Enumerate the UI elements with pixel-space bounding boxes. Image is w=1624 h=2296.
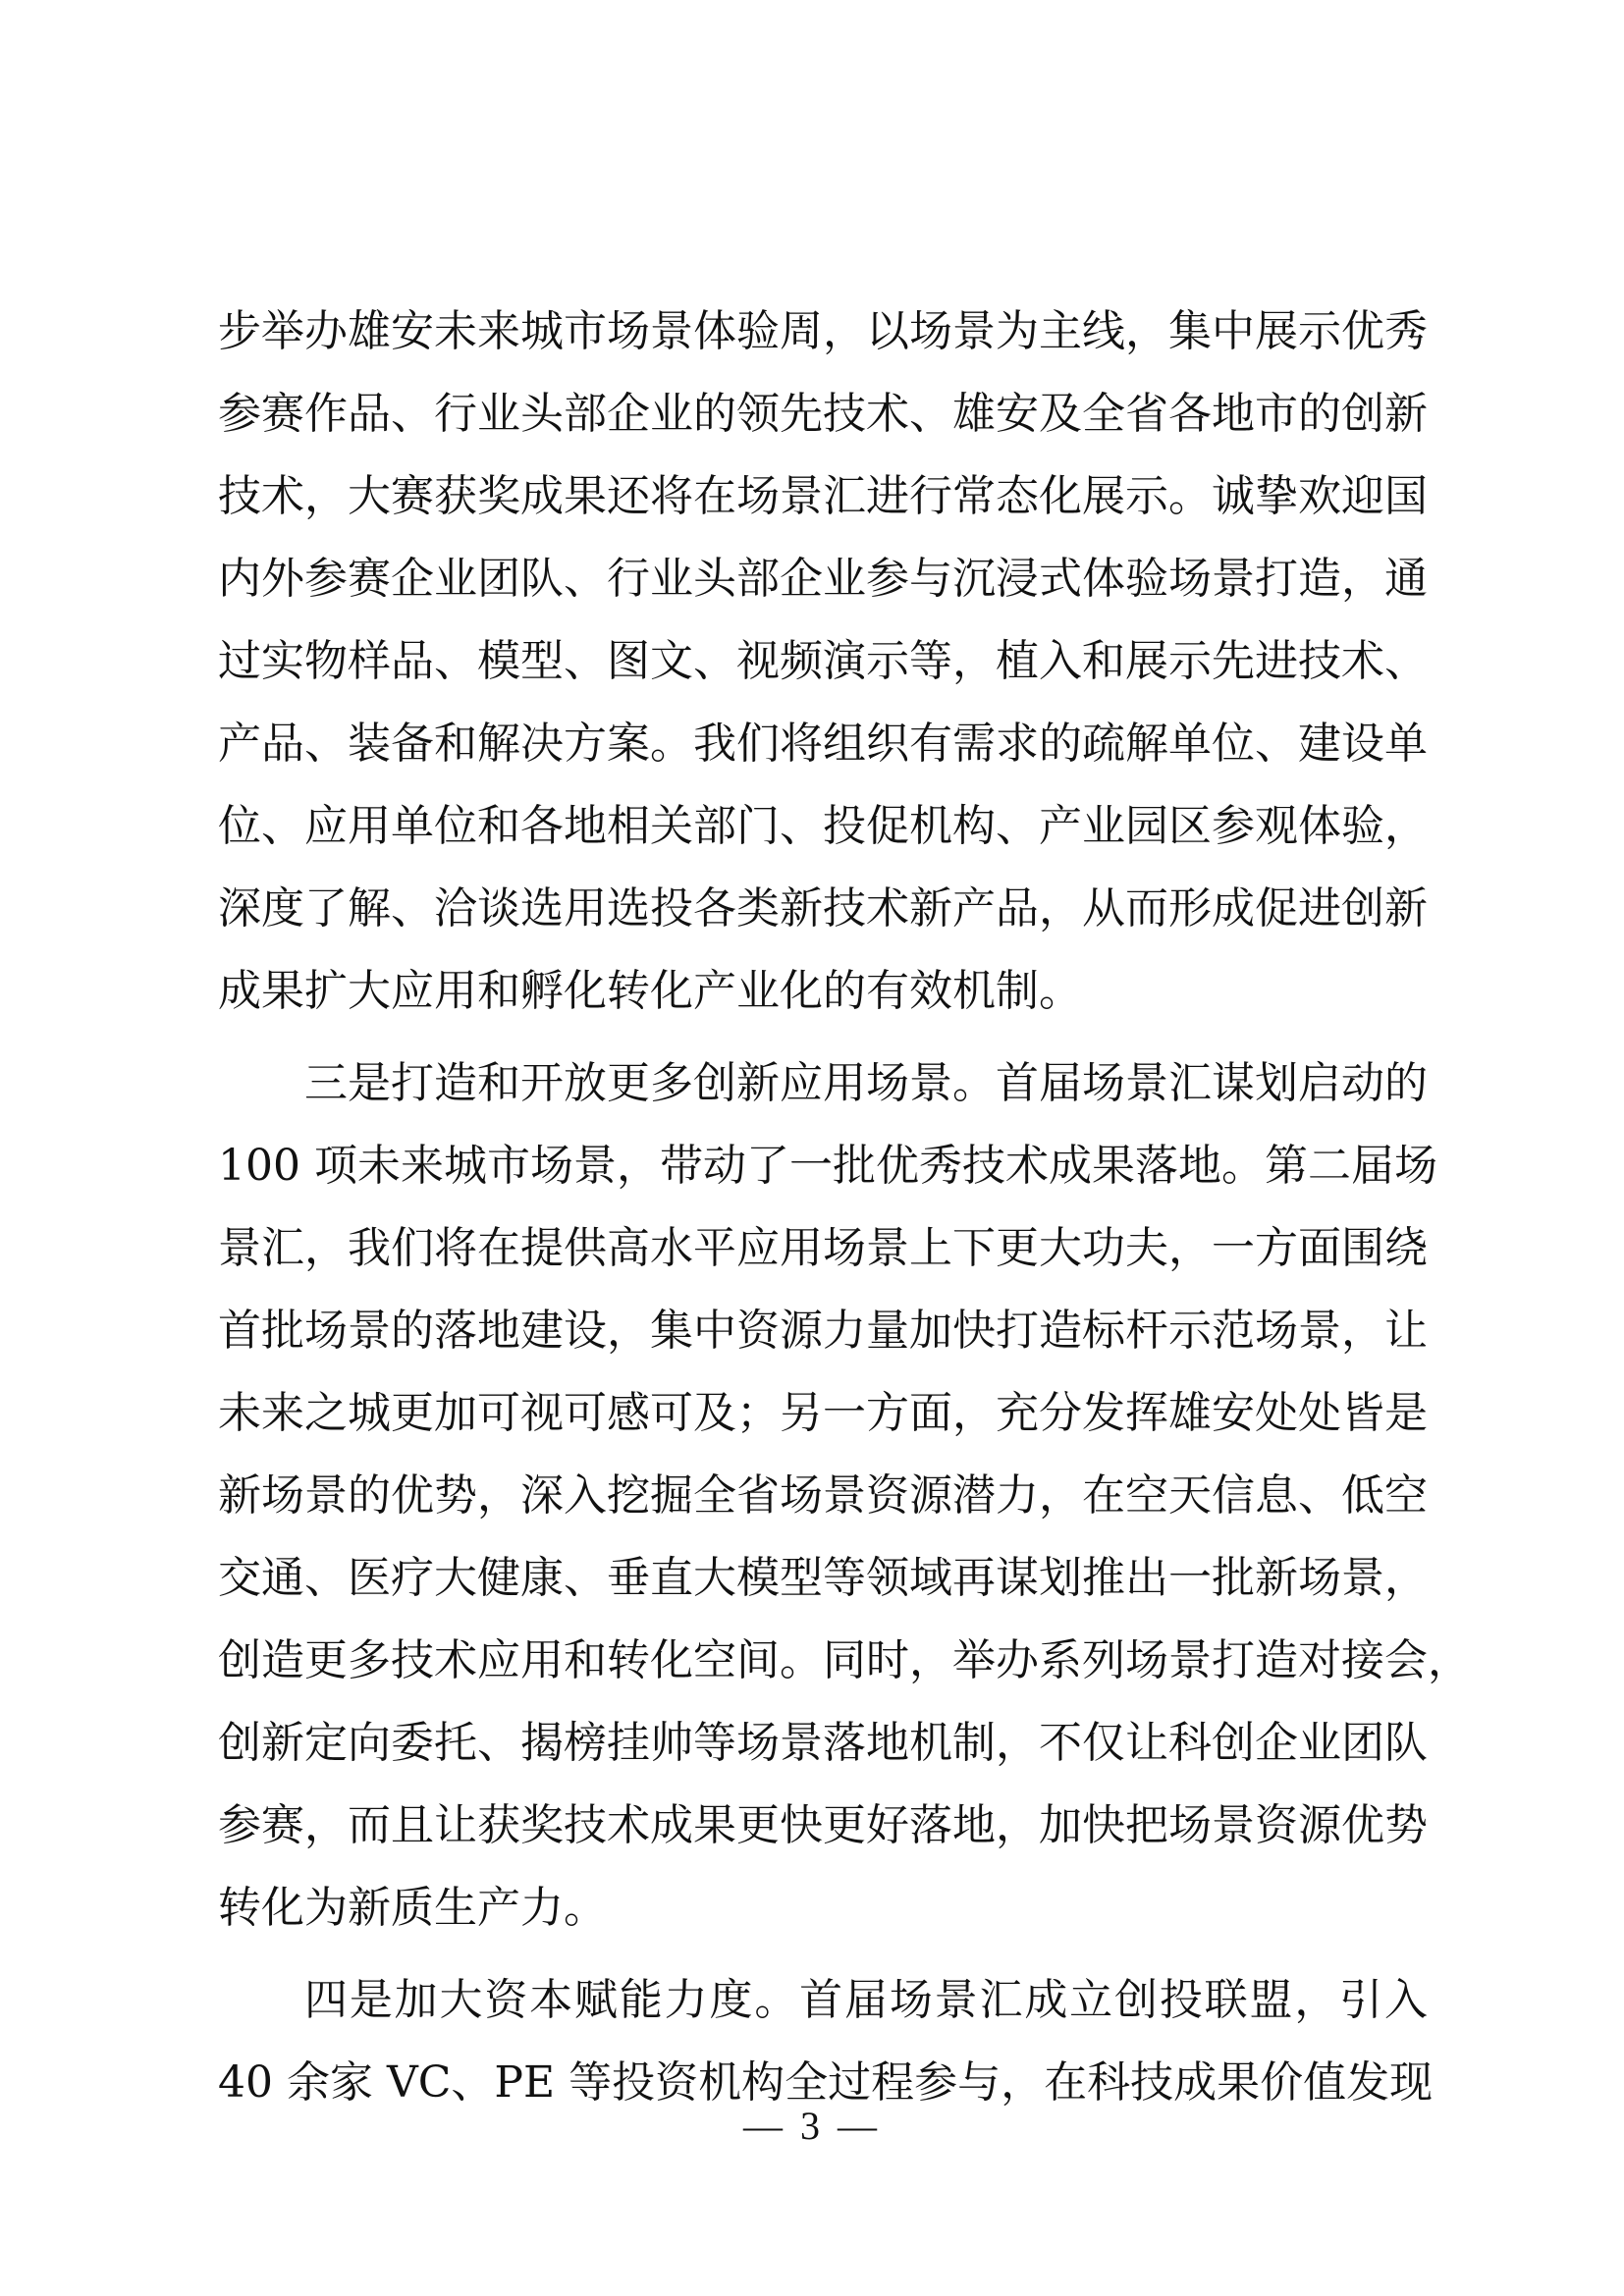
paragraph-1-line-7: 位、应用单位和各地相关部门、投促机构、产业园区参观体验， <box>218 801 1428 851</box>
paragraph-2-line-2: 100 项未来城市场景，带动了一批优秀技术成果落地。第二届场 <box>218 1141 1437 1191</box>
paragraph-2-line-11: 转化为新质生产力。 <box>218 1883 607 1933</box>
paragraph-1-line-5: 过实物样品、模型、图文、视频演示等，植入和展示先进技术、 <box>218 636 1428 686</box>
paragraph-3-line-2: 40 余家 VC、PE 等投资机构全过程参与，在科技成果价值发现 <box>218 2057 1434 2108</box>
paragraph-1-line-4: 内外参赛企业团队、行业头部企业参与沉浸式体验场景打造，通 <box>218 554 1428 604</box>
paragraph-1-line-1: 步举办雄安未来城市场景体验周，以场景为主线，集中展示优秀 <box>218 306 1428 356</box>
paragraph-3-line-1: 四是加大资本赋能力度。首届场景汇成立创投联盟，引入 <box>304 1975 1428 2025</box>
paragraph-2-line-1: 三是打造和开放更多创新应用场景。首届场景汇谋划启动的 <box>304 1058 1428 1108</box>
paragraph-2-line-7: 交通、医疗大健康、垂直大模型等领域再谋划推出一批新场景， <box>218 1553 1428 1603</box>
paragraph-1-line-2: 参赛作品、行业头部企业的领先技术、雄安及全省各地市的创新 <box>218 389 1428 439</box>
paragraph-2-line-9: 创新定向委托、揭榜挂帅等场景落地机制，不仅让科创企业团队 <box>218 1718 1428 1768</box>
paragraph-2-line-8: 创造更多技术应用和转化空间。同时，举办系列场景打造对接会， <box>218 1635 1471 1685</box>
paragraph-1-line-8: 深度了解、洽谈选用选投各类新技术新产品，从而形成促进创新 <box>218 883 1428 934</box>
paragraph-1-line-6: 产品、装备和解决方案。我们将组织有需求的疏解单位、建设单 <box>218 719 1428 769</box>
paragraph-2-line-10: 参赛，而且让获奖技术成果更快更好落地，加快把场景资源优势 <box>218 1800 1428 1850</box>
page-number: — 3 — <box>743 2104 881 2148</box>
paragraph-2-line-4: 首批场景的落地建设，集中资源力量加快打造标杆示范场景，让 <box>218 1306 1428 1356</box>
paragraph-2-line-6: 新场景的优势，深入挖掘全省场景资源潜力，在空天信息、低空 <box>218 1470 1428 1521</box>
paragraph-1-line-3: 技术，大赛获奖成果还将在场景汇进行常态化展示。诚挚欢迎国 <box>218 471 1428 521</box>
paragraph-spacer <box>218 1949 1428 1959</box>
paragraph-2-line-5: 未来之城更加可视可感可及；另一方面，充分发挥雄安处处皆是 <box>218 1388 1428 1438</box>
body-text <box>218 291 1471 2124</box>
paragraph-2-line-3: 景汇，我们将在提供高水平应用场景上下更大功夫，一方面围绕 <box>218 1223 1428 1273</box>
paragraph-1-line-9: 成果扩大应用和孵化转化产业化的有效机制。 <box>218 966 1082 1016</box>
paragraph-spacer <box>218 1033 1428 1042</box>
